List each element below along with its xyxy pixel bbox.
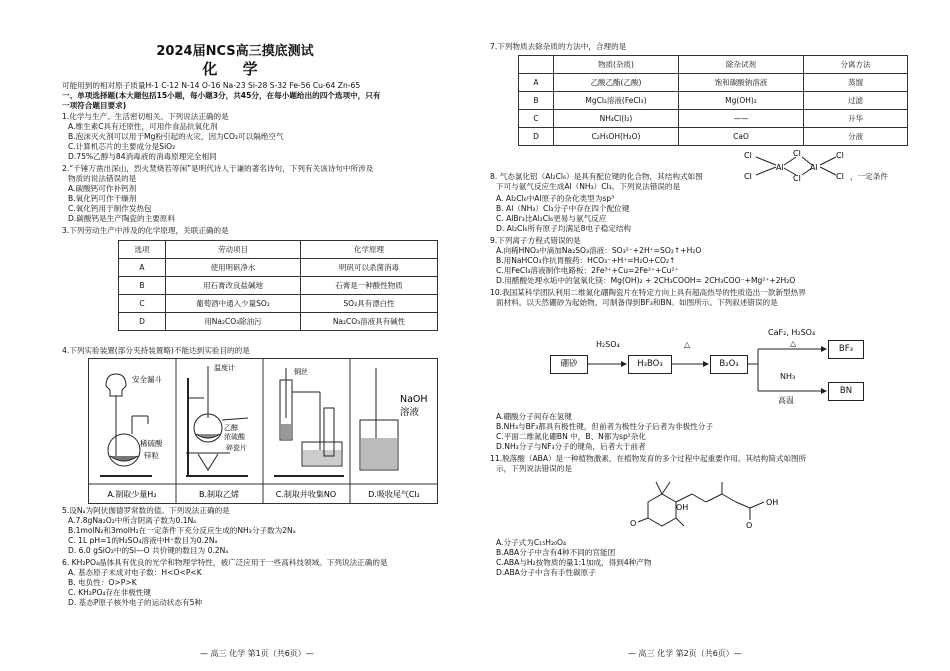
aluminum-atom: Al	[810, 163, 818, 172]
page-1-column	[0, 0, 470, 671]
apparatus-a	[100, 374, 152, 476]
flow-label-nh3: NH₃	[780, 372, 796, 381]
table-header: 除杂试剂	[679, 56, 804, 74]
table-cell: A	[119, 259, 166, 277]
table-cell: MgCl₂溶液(FeCl₃)	[554, 92, 679, 110]
q9-option-d: D.用醋酸处理水垢中的氢氧化镁：Mg(OH)₂ + 2CH₃COOH= 2CH₃COO⁻+Mg²⁺+2H₂O	[496, 276, 796, 285]
table-row	[119, 259, 438, 277]
table-cell: 过滤	[804, 92, 908, 110]
table-cell: D	[519, 128, 554, 146]
caption-a: A.制取少量H₂	[107, 490, 157, 499]
q8-stem-cont: 下可与氨气反应生成Al（NH₃）Cl₃。下列说法错误的是	[496, 182, 681, 191]
q9-option-c: C.用FeCl₃溶液制作电路板：2Fe³⁺+Cu=2Fe²⁺+Cu²⁺	[496, 266, 679, 275]
q2-stem-cont: 物质的说法错误的是	[68, 174, 137, 183]
label-safety-funnel: 安全漏斗	[132, 375, 162, 384]
table-cell: D	[119, 313, 166, 331]
flow-box-bn: BN	[828, 382, 864, 401]
flow-label-h2so4: H₂SO₄	[596, 340, 620, 349]
label-naoh: NaOH	[400, 394, 428, 405]
flow-arrows	[478, 0, 950, 420]
flow-label-high-temp: 高温	[778, 396, 794, 405]
q10-option-a: A.硼酸分子间存在氢键	[496, 412, 572, 421]
q10-stem-cont: 面材料。以天然硼砂为起始物，可制备得到BF₃和BN。如图所示。下列叙述错误的是	[496, 298, 778, 307]
flow-label-caf2: CaF₂, H₂SO₄	[768, 328, 816, 337]
label-ethanol: 乙醇	[224, 424, 238, 432]
table-cell: SO₂具有漂白性	[301, 295, 438, 313]
hydroxyl-label: OH	[676, 503, 689, 512]
label-thermometer: 温度计	[214, 364, 235, 372]
structure-bonds	[638, 482, 764, 526]
table-cell: B	[519, 92, 554, 110]
page-2-column	[478, 0, 950, 671]
q2-option-b: B.氧化钙可作干燥剂	[68, 194, 137, 203]
chlorine-atom: Cl	[836, 172, 844, 181]
table-cell: 葡萄酒中通入少量SO₂	[166, 295, 301, 313]
table-cell: 分液	[804, 128, 908, 146]
q11-option-c: C.ABA与H₂按物质的量1:1加成，得到4种产物	[496, 558, 652, 567]
q8-stem: 8. 气态氯化铝（Al₂Cl₆）是具有配位键的化合物，其结构式如图	[490, 172, 703, 181]
q11-option-b: B.ABA分子中含有4种不同的官能团	[496, 548, 616, 557]
table-header: 分离方法	[804, 56, 908, 74]
apparatus-c	[274, 368, 344, 476]
table-cell: 石膏是一种酸性物质	[301, 277, 438, 295]
q11-stem-cont: 示，下列说法错误的是	[496, 464, 572, 473]
apparatus-b	[186, 366, 248, 476]
q10-option-c: C.平面二维氮化硼BN 中，B、N都为sp²杂化	[496, 432, 647, 441]
q5-option-b: B.1molN₂和3molH₂在一定条件下充分反应生成的NH₃分子数为2Nₐ	[68, 526, 296, 535]
ketone-oxygen-label: O	[630, 519, 637, 528]
q8-option-c: C. AlBr₃比Al₂Cl₆更易与氨气反应	[496, 214, 607, 223]
caption-b: B.制取乙烯	[198, 490, 240, 499]
table-cell: A	[519, 74, 554, 92]
q4-apparatus-figure	[88, 358, 438, 504]
table-cell: ——	[679, 110, 804, 128]
q1-option-b: B.泡沫灭火剂可以用于Mg粉引起的火灾，因为CO₂可以隔绝空气	[68, 132, 284, 141]
table-header: 物质(杂质)	[554, 56, 679, 74]
q2-option-c: C.氧化钙用于制作发热包	[68, 204, 152, 213]
table-cell: C	[519, 110, 554, 128]
table-cell: Mg(OH)₂	[679, 92, 804, 110]
q11-aba-structure	[628, 478, 798, 530]
q6-option-d: D. 基态P原子核外电子的运动状态有5种	[68, 598, 202, 607]
table-cell: 用石膏改良盐碱地	[166, 277, 301, 295]
aluminum-atom: Al	[776, 163, 784, 172]
table-cell: 蒸馏	[804, 74, 908, 92]
subject-title: 化 学	[202, 60, 268, 78]
table-header: 选项	[119, 241, 166, 259]
exam-title: 2024届NCS高三摸底测试	[156, 44, 314, 59]
flow-label-heat: △	[684, 340, 691, 349]
q8-stem-end: ，一定条件	[850, 172, 888, 181]
label-dilute-acid: 稀硫酸	[140, 439, 163, 448]
q10-option-d: D.NH₃分子与NF₃分子的键角，后者大于前者	[496, 442, 646, 451]
q3-stem: 3.下列劳动生产中涉及的化学原理，关联正确的是	[62, 226, 229, 235]
q5-stem: 5.设Nₐ为阿伏伽德罗常数的值。下列说法正确的是	[62, 506, 230, 515]
table-cell: NH₄Cl(I₂)	[554, 110, 679, 128]
q9-option-b: B.用NaHCO₃作抗胃酸药：HCO₃⁻+H⁺=H₂O+CO₂↑	[496, 256, 676, 265]
table-cell: 用Na₂CO₃除油污	[166, 313, 301, 331]
q7-stem: 7.下列物质去除杂质的方法中，合理的是	[490, 42, 627, 51]
q1-stem: 1.化学与生产、生活密切相关。下列说法正确的是	[62, 112, 229, 121]
chlorine-atom: Cl	[744, 172, 752, 181]
atomic-masses: 可能用到的相对原子质量H-1 C-12 N-14 O-16 Na-23 Si-28 S-32 Fe-56 Cu-64 Zn-65	[62, 81, 361, 90]
q10-stem: 10.我国某科学团队利用二维氮化硼陶瓷片在特定方向上具有超高热导的性质造出一款新型热界	[490, 288, 806, 297]
q5-option-a: A.7.8gNa₂O₂中所含阴离子数为0.1Nₐ	[68, 516, 197, 525]
table-cell: 使用明矾净水	[166, 259, 301, 277]
flow-box-b2o3: B₂O₃	[710, 355, 748, 374]
q6-option-a: A. 基态原子未成对电子数：H<O<P<K	[68, 568, 202, 577]
q9-option-a: A.向稀HNO₃中滴加Na₂SO₃溶液：SO₃²⁻+2H⁺=SO₂↑+H₂O	[496, 246, 702, 255]
table-cell: C	[119, 295, 166, 313]
chlorine-atom: Cl	[793, 174, 801, 182]
q6-stem: 6. KH₂PO₄晶体具有优良的光学和物理学特性，被广泛应用于一些高科技领域。下列说法正确的是	[62, 558, 388, 567]
q6-option-c: C. KH₂PO₄存在非极性键	[68, 588, 152, 597]
q2-option-a: A.碳酸钙可作补钙剂	[68, 184, 137, 193]
table-cell: 乙酸乙酯(乙酸)	[554, 74, 679, 92]
carboxyl-oxygen-label: O	[746, 521, 753, 530]
table-cell: 升华	[804, 110, 908, 128]
chlorine-atom: Cl	[793, 149, 801, 158]
q6-option-b: B. 电负性：O>P>K	[68, 578, 137, 587]
q11-option-a: A.分子式为C₁₅H₂₀O₄	[496, 538, 567, 547]
q1-option-a: A.维生素C具有还原性，可用作食品抗氧化剂	[68, 122, 218, 131]
apparatus-d	[360, 368, 398, 470]
caption-c: C.制取并收集NO	[275, 490, 337, 499]
flow-box-borax: 硼砂	[550, 355, 588, 374]
page-footer: — 高三 化学 第1页（共6页）—	[200, 649, 314, 658]
label-zinc: 锌粒	[144, 451, 159, 460]
table-header: 劳动项目	[166, 241, 301, 259]
q8-option-d: D. Al₂Cl₆所有原子均满足8电子稳定结构	[496, 224, 632, 233]
q2-stem: 2.“千锤万凿出深山，烈火焚烧若等闲”是明代诗人于谦的著名诗句，下列有关该诗句中所涉及	[62, 164, 374, 173]
chlorine-atom: Cl	[836, 151, 844, 160]
q9-stem: 9.下列离子方程式错误的是	[490, 236, 581, 245]
q11-stem: 11.脱落酸（ABA）是一种植物激素，在植物发育的多个过程中起重要作用。其结构简式如图所	[490, 454, 807, 463]
table-row	[119, 295, 438, 313]
q11-option-d: D.ABA分子中含有手性碳原子	[496, 568, 596, 577]
table-header-row	[119, 241, 438, 259]
q10-option-b: B.NH₃与BF₃都具有极性键，但前者为极性分子后者为非极性分子	[496, 422, 713, 431]
table-row	[119, 277, 438, 295]
label-copper-wire: 铜丝	[294, 368, 308, 376]
table-cell: CaO	[679, 128, 804, 146]
q1-option-d: D.75%乙醇与84消毒液的消毒原理完全相同	[68, 152, 217, 161]
label-solution: 溶液	[400, 407, 420, 418]
q4-stem: 4.下列实验装置(部分夹持装置略)不能达到实验目的的是	[62, 346, 250, 355]
chlorine-atom: Cl	[744, 151, 752, 160]
table-cell: 饱和碳酸钠溶液	[679, 74, 804, 92]
flow-label-heat-2: △	[790, 339, 797, 348]
table-cell: C₂H₅OH(H₂O)	[554, 128, 679, 146]
label-conc-sulfuric: 浓硫酸	[224, 433, 245, 441]
table-cell: Na₂CO₃溶液具有碱性	[301, 313, 438, 331]
section-1-heading-cont: 一项符合题目要求)	[62, 101, 127, 110]
q5-option-d: D. 6.0 gSiO₂中的Si—O 共价键的数目为 0.2Nₐ	[68, 546, 229, 555]
table-row	[119, 313, 438, 331]
table-header: 化学原理	[301, 241, 438, 259]
q3-table	[118, 240, 438, 331]
label-porcelain-chips: 碎瓷片	[226, 444, 247, 452]
q8-option-b: B. Al（NH₃）Cl₃分子中存在四个配位键	[496, 204, 630, 213]
q8-option-a: A. Al₂Cl₆中Al原子的杂化类型为sp³	[496, 194, 615, 203]
section-1-heading: 一、单项选择题(本大题包括15小题，每小题3分，共45分，在每小题给出的四个选项中，只有	[62, 91, 381, 100]
q1-option-c: C.计算机芯片的主要成分是SiO₂	[68, 142, 176, 151]
page-footer: — 高三 化学 第2页（共6页）—	[628, 649, 742, 658]
table-cell: 明矾可以杀菌消毒	[301, 259, 438, 277]
flow-box-bf3: BF₃	[828, 340, 864, 359]
flow-box-h3bo3: H₃BO₃	[628, 355, 672, 374]
q5-option-c: C. 1L pH=1的H₂SO₄溶液中H⁺数目为0.2Nₐ	[68, 536, 218, 545]
q2-option-d: D.碳酸钙是生产陶瓷的主要原料	[68, 214, 175, 223]
caption-d: D.吸收尾气Cl₂	[368, 490, 420, 499]
carboxyl-oh-label: OH	[766, 498, 779, 507]
table-cell: B	[119, 277, 166, 295]
